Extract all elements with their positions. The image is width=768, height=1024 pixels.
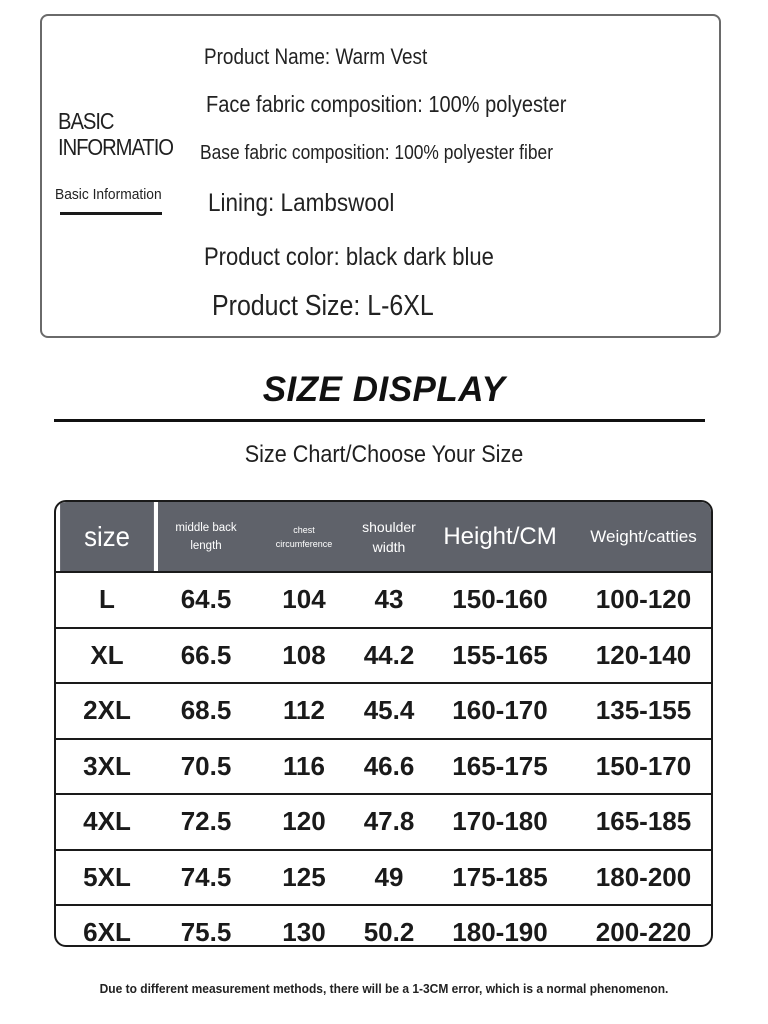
cell-back-length: 70.5 [158,739,254,795]
cell-weight: 200-220 [576,905,711,947]
cell-chest: 125 [254,850,354,906]
header-chest-line2: circumference [275,538,333,549]
header-shoulder-line1: shoulder [362,518,416,535]
cell-size: 3XL [56,739,158,795]
cell-back-length: 64.5 [158,572,254,628]
header-height: Height/CM [424,502,576,572]
cell-height: 150-160 [424,572,576,628]
cell-shoulder: 49 [354,850,424,906]
cell-chest: 120 [254,794,354,850]
cell-height: 170-180 [424,794,576,850]
table-row [56,794,711,850]
table-row [56,850,711,906]
header-back-line1: middle back [175,521,237,534]
lining-line: Lining: Lambswool [208,189,395,217]
size-chart-subtitle: Size Chart/Choose Your Size [244,441,524,468]
cell-shoulder: 45.4 [354,683,424,739]
cell-weight: 100-120 [576,572,711,628]
table-row [56,739,711,795]
cell-shoulder: 50.2 [354,905,424,947]
cell-chest: 116 [254,739,354,795]
cell-height: 155-165 [424,628,576,684]
header-middle-back-length [158,502,254,572]
cell-size: 6XL [56,905,158,947]
header-size: size [60,502,154,572]
cell-back-length: 66.5 [158,628,254,684]
header-back-line2: length [190,539,222,552]
cell-shoulder: 44.2 [354,628,424,684]
cell-size: L [56,572,158,628]
cell-back-length: 72.5 [158,794,254,850]
cell-size: XL [56,628,158,684]
cell-chest: 112 [254,683,354,739]
cell-weight: 150-170 [576,739,711,795]
cell-chest: 104 [254,572,354,628]
size-chart-table [54,500,713,947]
cell-height: 180-190 [424,905,576,947]
cell-size: 4XL [56,794,158,850]
cell-weight: 165-185 [576,794,711,850]
basic-information-box [40,14,721,338]
product-color-line: Product color: black dark blue [204,243,494,271]
cell-size: 5XL [56,850,158,906]
header-weight: Weight/catties [576,502,711,572]
table-row [56,683,711,739]
measurement-footnote: Due to different measurement methods, there will be a 1-3CM error, which is a normal phenomenon. [99,982,669,996]
face-fabric-line: Face fabric composition: 100% polyester [206,91,567,117]
cell-size: 2XL [56,683,158,739]
cell-back-length: 68.5 [158,683,254,739]
header-chest-line1: chest [293,524,315,535]
heading-underline [60,212,162,215]
basic-information-heading [58,108,173,160]
cell-chest: 108 [254,628,354,684]
table-row [56,905,711,947]
basic-information-subheading: Basic Information [55,186,162,203]
header-shoulder-width [354,502,424,572]
size-display-title: SIZE DISPLAY [262,370,506,409]
cell-height: 165-175 [424,739,576,795]
cell-back-length: 75.5 [158,905,254,947]
header-chest-circumference [254,502,354,572]
cell-height: 160-170 [424,683,576,739]
cell-chest: 130 [254,905,354,947]
title-rule [54,419,705,422]
table-row [56,628,711,684]
cell-weight: 120-140 [576,628,711,684]
table-row [56,572,711,628]
base-fabric-line: Base fabric composition: 100% polyester fiber [200,142,554,164]
heading-line-2: INFORMATIO [58,134,174,160]
product-name-line: Product Name: Warm Vest [204,44,428,69]
header-shoulder-line2: width [372,538,406,555]
cell-weight: 180-200 [576,850,711,906]
product-size-line: Product Size: L-6XL [212,290,434,322]
heading-line-1: BASIC [58,108,114,134]
cell-shoulder: 43 [354,572,424,628]
cell-height: 175-185 [424,850,576,906]
table-header-row [56,502,711,572]
cell-shoulder: 46.6 [354,739,424,795]
cell-shoulder: 47.8 [354,794,424,850]
cell-back-length: 74.5 [158,850,254,906]
cell-weight: 135-155 [576,683,711,739]
